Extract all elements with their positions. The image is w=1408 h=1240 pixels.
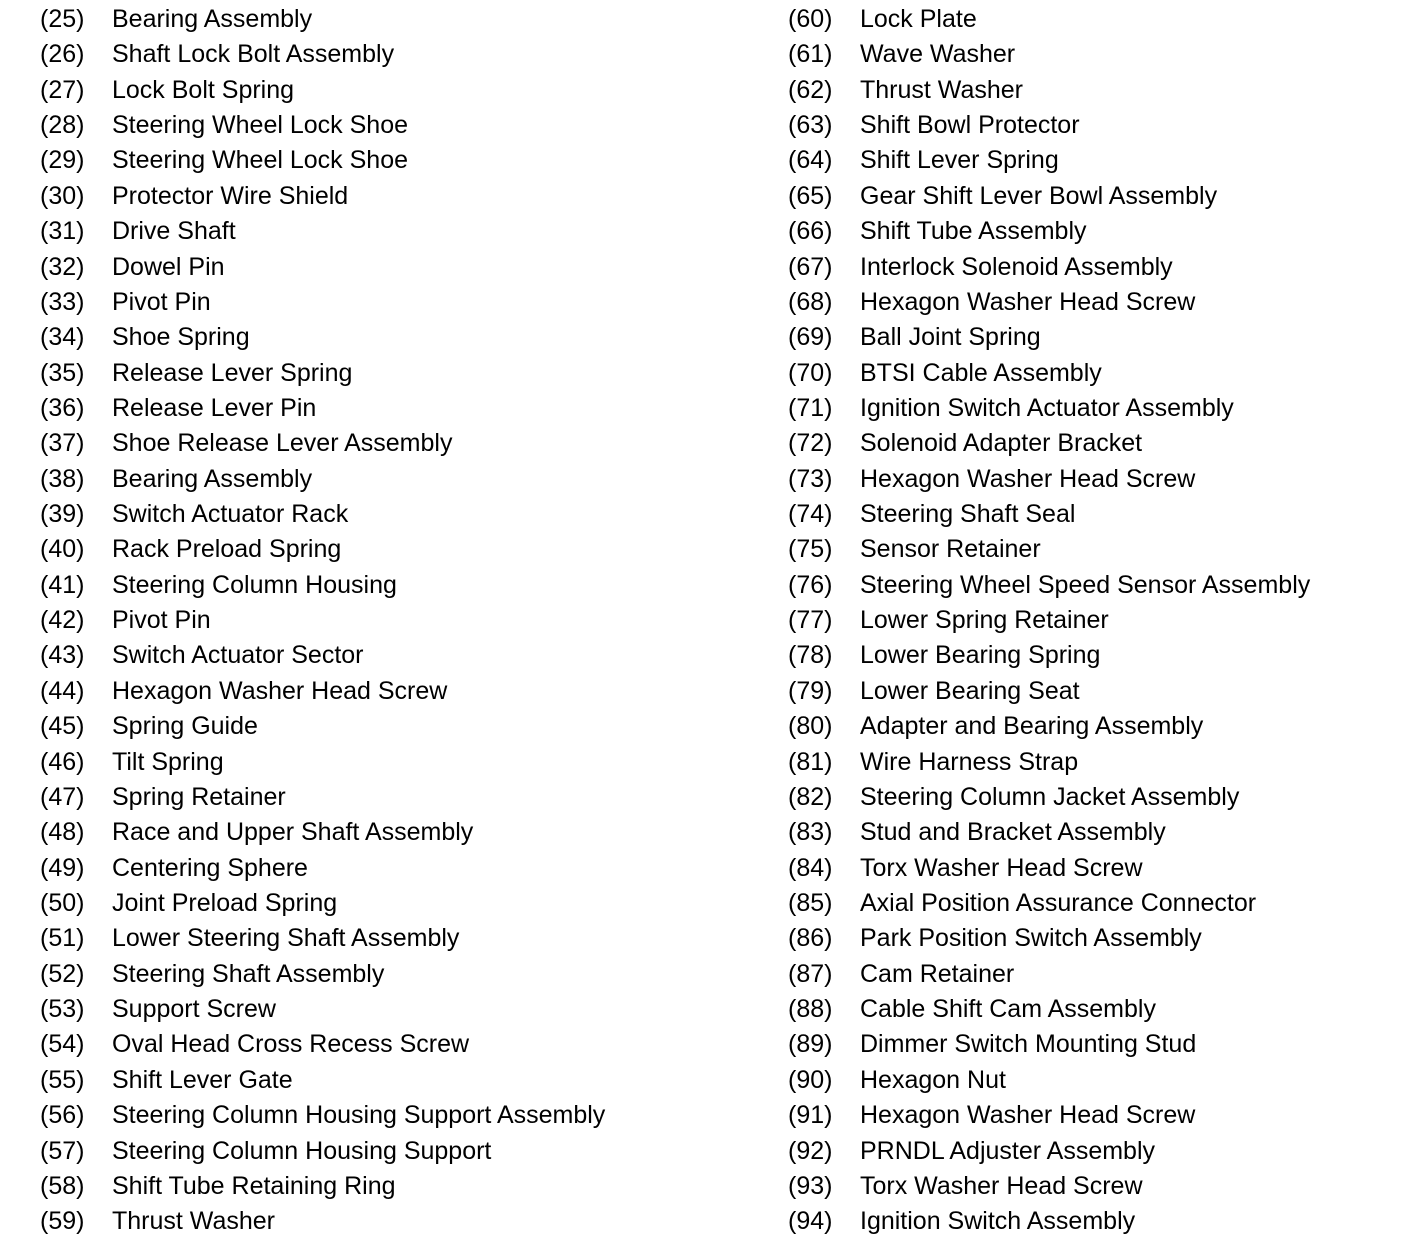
part-name: Lower Steering Shaft Assembly xyxy=(112,924,460,953)
part-number: (81) xyxy=(788,747,833,776)
part-name: Protector Wire Shield xyxy=(112,181,349,210)
part-name: Wire Harness Strap xyxy=(860,747,1079,776)
part-name: Steering Wheel Lock Shoe xyxy=(112,146,409,175)
part-number: (79) xyxy=(788,676,833,705)
part-number: (68) xyxy=(788,287,833,316)
part-number: (92) xyxy=(788,1136,833,1165)
part-list-item xyxy=(788,532,1403,567)
part-list-item xyxy=(40,851,740,886)
part-number: (88) xyxy=(788,995,833,1024)
part-number: (65) xyxy=(788,181,833,210)
part-name: Thrust Washer xyxy=(112,1207,276,1236)
part-number: (85) xyxy=(788,888,833,917)
part-number: (58) xyxy=(40,1171,85,1200)
part-name: Cam Retainer xyxy=(860,959,1015,988)
part-list-item xyxy=(40,391,740,426)
part-number: (30) xyxy=(40,181,85,210)
part-list-item xyxy=(788,1027,1403,1062)
part-number: (57) xyxy=(40,1136,85,1165)
part-list-item xyxy=(788,815,1403,850)
part-number: (63) xyxy=(788,111,833,140)
part-number: (27) xyxy=(40,75,85,104)
part-number: (52) xyxy=(40,959,85,988)
part-list-item xyxy=(788,568,1403,603)
part-list-item xyxy=(788,886,1403,921)
part-name: Lower Bearing Seat xyxy=(860,676,1080,705)
part-list-item xyxy=(788,179,1403,214)
part-number: (60) xyxy=(788,5,833,33)
part-list-item xyxy=(40,462,740,497)
part-list-item xyxy=(40,921,740,956)
part-name: Shaft Lock Bolt Assembly xyxy=(112,40,395,69)
part-number: (33) xyxy=(40,287,85,316)
part-name: Cable Shift Cam Assembly xyxy=(860,995,1156,1024)
part-name: Release Lever Pin xyxy=(112,393,317,422)
part-name: Steering Column Housing Support Assembly xyxy=(112,1101,606,1130)
part-list-item xyxy=(40,250,740,285)
part-name: Bearing Assembly xyxy=(112,5,313,33)
part-number: (78) xyxy=(788,641,833,670)
part-name: Bearing Assembly xyxy=(112,464,313,493)
part-name: Pivot Pin xyxy=(112,606,211,635)
part-list-item xyxy=(40,709,740,744)
part-list-item xyxy=(40,603,740,638)
part-name: Shift Lever Spring xyxy=(860,146,1059,175)
part-number: (82) xyxy=(788,782,833,811)
part-list-item xyxy=(40,745,740,780)
part-number: (39) xyxy=(40,500,85,529)
part-number: (87) xyxy=(788,959,833,988)
part-list-item xyxy=(788,108,1403,143)
part-name: Hexagon Washer Head Screw xyxy=(112,676,448,705)
part-number: (35) xyxy=(40,358,85,387)
part-name: Oval Head Cross Recess Screw xyxy=(112,1030,470,1059)
part-name: Gear Shift Lever Bowl Assembly xyxy=(860,181,1218,210)
part-number: (83) xyxy=(788,818,833,847)
part-number: (62) xyxy=(788,75,833,104)
part-list-item xyxy=(788,320,1403,355)
part-name: Shift Tube Retaining Ring xyxy=(112,1171,396,1200)
part-number: (84) xyxy=(788,853,833,882)
part-list-item xyxy=(40,426,740,461)
part-list-item xyxy=(788,143,1403,178)
part-name: Hexagon Nut xyxy=(860,1065,1006,1094)
part-name: Solenoid Adapter Bracket xyxy=(860,429,1143,458)
part-number: (93) xyxy=(788,1171,833,1200)
part-list-item xyxy=(788,674,1403,709)
part-list-item xyxy=(788,1098,1403,1133)
part-name: Lower Bearing Spring xyxy=(860,641,1101,670)
part-name: Dimmer Switch Mounting Stud xyxy=(860,1030,1197,1059)
part-list-item xyxy=(788,497,1403,532)
part-list-item xyxy=(40,497,740,532)
part-name: Axial Position Assurance Connector xyxy=(860,888,1257,917)
part-number: (48) xyxy=(40,818,85,847)
part-list-item xyxy=(40,320,740,355)
part-list-item xyxy=(788,426,1403,461)
part-list-item xyxy=(40,1098,740,1133)
part-number: (64) xyxy=(788,146,833,175)
part-list-item xyxy=(788,1169,1403,1204)
part-number: (76) xyxy=(788,570,833,599)
part-name: Steering Wheel Speed Sensor Assembly xyxy=(860,570,1311,599)
part-number: (75) xyxy=(788,535,833,564)
part-list-item xyxy=(40,143,740,178)
part-list-item xyxy=(788,957,1403,992)
part-list-item xyxy=(40,285,740,320)
part-name: Race and Upper Shaft Assembly xyxy=(112,818,474,847)
part-name: Support Screw xyxy=(112,995,276,1024)
part-list-item xyxy=(788,1204,1403,1239)
part-number: (29) xyxy=(40,146,85,175)
parts-list-left xyxy=(40,2,740,1240)
part-name: Centering Sphere xyxy=(112,853,308,882)
part-number: (34) xyxy=(40,323,85,352)
part-number: (43) xyxy=(40,641,85,670)
part-name: Shoe Spring xyxy=(112,323,250,352)
part-name: Torx Washer Head Screw xyxy=(860,853,1143,882)
part-number: (40) xyxy=(40,535,85,564)
part-name: Spring Retainer xyxy=(112,782,286,811)
part-list-item xyxy=(788,250,1403,285)
part-list-item xyxy=(40,957,740,992)
part-name: Pivot Pin xyxy=(112,287,211,316)
parts-list-right xyxy=(788,2,1403,1240)
part-list-item xyxy=(788,462,1403,497)
part-list-item xyxy=(40,73,740,108)
part-name: Switch Actuator Rack xyxy=(112,500,349,529)
part-name: PRNDL Adjuster Assembly xyxy=(860,1136,1156,1165)
part-name: Ball Joint Spring xyxy=(860,323,1041,352)
part-name: Hexagon Washer Head Screw xyxy=(860,464,1196,493)
part-number: (49) xyxy=(40,853,85,882)
part-name: Steering Shaft Assembly xyxy=(112,959,385,988)
part-list-item xyxy=(788,709,1403,744)
part-name: Steering Shaft Seal xyxy=(860,500,1076,529)
part-name: Steering Column Housing xyxy=(112,570,397,599)
part-name: Steering Wheel Lock Shoe xyxy=(112,111,409,140)
part-list-item xyxy=(788,391,1403,426)
part-number: (26) xyxy=(40,40,85,69)
part-number: (89) xyxy=(788,1030,833,1059)
part-list-item xyxy=(788,921,1403,956)
part-number: (45) xyxy=(40,712,85,741)
part-number: (37) xyxy=(40,429,85,458)
part-number: (42) xyxy=(40,606,85,635)
part-number: (41) xyxy=(40,570,85,599)
part-number: (28) xyxy=(40,111,85,140)
part-number: (66) xyxy=(788,217,833,246)
part-list-item xyxy=(40,638,740,673)
part-name: Park Position Switch Assembly xyxy=(860,924,1202,953)
part-list-item xyxy=(40,108,740,143)
part-name: Spring Guide xyxy=(112,712,258,741)
part-list-item xyxy=(40,886,740,921)
part-number: (50) xyxy=(40,888,85,917)
part-name: Wave Washer xyxy=(860,40,1016,69)
part-number: (73) xyxy=(788,464,833,493)
part-list-item xyxy=(40,780,740,815)
part-name: Steering Column Jacket Assembly xyxy=(860,782,1240,811)
part-list-item xyxy=(40,356,740,391)
part-number: (56) xyxy=(40,1101,85,1130)
part-list-item xyxy=(788,638,1403,673)
part-name: Shoe Release Lever Assembly xyxy=(112,429,453,458)
part-list-item xyxy=(788,214,1403,249)
part-list-item xyxy=(788,603,1403,638)
part-list-item xyxy=(788,992,1403,1027)
part-name: BTSI Cable Assembly xyxy=(860,358,1102,387)
part-name: Interlock Solenoid Assembly xyxy=(860,252,1173,281)
part-list-item xyxy=(40,1134,740,1169)
part-name: Adapter and Bearing Assembly xyxy=(860,712,1204,741)
part-list-item xyxy=(788,1063,1403,1098)
part-list-item xyxy=(40,1063,740,1098)
part-number: (38) xyxy=(40,464,85,493)
part-number: (53) xyxy=(40,995,85,1024)
part-name: Thrust Washer xyxy=(860,75,1024,104)
part-name: Hexagon Washer Head Screw xyxy=(860,287,1196,316)
part-name: Hexagon Washer Head Screw xyxy=(860,1101,1196,1130)
part-name: Ignition Switch Actuator Assembly xyxy=(860,393,1234,422)
part-name: Sensor Retainer xyxy=(860,535,1041,564)
part-number: (59) xyxy=(40,1207,85,1236)
part-name: Drive Shaft xyxy=(112,217,236,246)
part-name: Tilt Spring xyxy=(112,747,224,776)
part-list-item xyxy=(40,674,740,709)
part-number: (72) xyxy=(788,429,833,458)
part-number: (32) xyxy=(40,252,85,281)
part-list-item xyxy=(40,2,740,37)
part-number: (91) xyxy=(788,1101,833,1130)
part-number: (71) xyxy=(788,393,833,422)
part-name: Shift Lever Gate xyxy=(112,1065,293,1094)
part-name: Lower Spring Retainer xyxy=(860,606,1109,635)
part-number: (36) xyxy=(40,393,85,422)
part-name: Switch Actuator Sector xyxy=(112,641,364,670)
part-list-item xyxy=(788,851,1403,886)
part-number: (86) xyxy=(788,924,833,953)
part-number: (80) xyxy=(788,712,833,741)
part-number: (47) xyxy=(40,782,85,811)
part-number: (44) xyxy=(40,676,85,705)
part-name: Steering Column Housing Support xyxy=(112,1136,492,1165)
part-list-item xyxy=(40,214,740,249)
part-list-item xyxy=(788,37,1403,72)
part-number: (67) xyxy=(788,252,833,281)
part-number: (55) xyxy=(40,1065,85,1094)
part-name: Stud and Bracket Assembly xyxy=(860,818,1166,847)
part-number: (94) xyxy=(788,1207,833,1236)
part-name: Rack Preload Spring xyxy=(112,535,342,564)
part-name: Torx Washer Head Screw xyxy=(860,1171,1143,1200)
part-list-item xyxy=(788,1134,1403,1169)
part-number: (25) xyxy=(40,5,85,33)
part-number: (61) xyxy=(788,40,833,69)
part-list-item xyxy=(40,532,740,567)
part-list-item xyxy=(40,37,740,72)
part-name: Shift Tube Assembly xyxy=(860,217,1087,246)
part-list-item xyxy=(788,745,1403,780)
part-number: (74) xyxy=(788,500,833,529)
part-list-item xyxy=(40,815,740,850)
part-number: (77) xyxy=(788,606,833,635)
part-list-item xyxy=(40,992,740,1027)
part-list-item xyxy=(788,356,1403,391)
part-name: Lock Bolt Spring xyxy=(112,75,295,104)
part-name: Dowel Pin xyxy=(112,252,225,281)
part-list-item xyxy=(40,568,740,603)
part-name: Lock Plate xyxy=(860,5,977,33)
part-number: (69) xyxy=(788,323,833,352)
part-number: (46) xyxy=(40,747,85,776)
part-name: Ignition Switch Assembly xyxy=(860,1207,1136,1236)
part-list-item xyxy=(40,1169,740,1204)
part-list-item xyxy=(40,179,740,214)
part-list-item xyxy=(788,2,1403,37)
part-list-item xyxy=(788,73,1403,108)
part-number: (70) xyxy=(788,358,833,387)
part-name: Joint Preload Spring xyxy=(112,888,338,917)
part-name: Release Lever Spring xyxy=(112,358,353,387)
part-number: (54) xyxy=(40,1030,85,1059)
part-number: (51) xyxy=(40,924,85,953)
part-number: (90) xyxy=(788,1065,833,1094)
part-number: (31) xyxy=(40,217,85,246)
part-list-item xyxy=(40,1027,740,1062)
part-name: Shift Bowl Protector xyxy=(860,111,1080,140)
part-list-item xyxy=(40,1204,740,1239)
part-list-item xyxy=(788,780,1403,815)
part-list-item xyxy=(788,285,1403,320)
